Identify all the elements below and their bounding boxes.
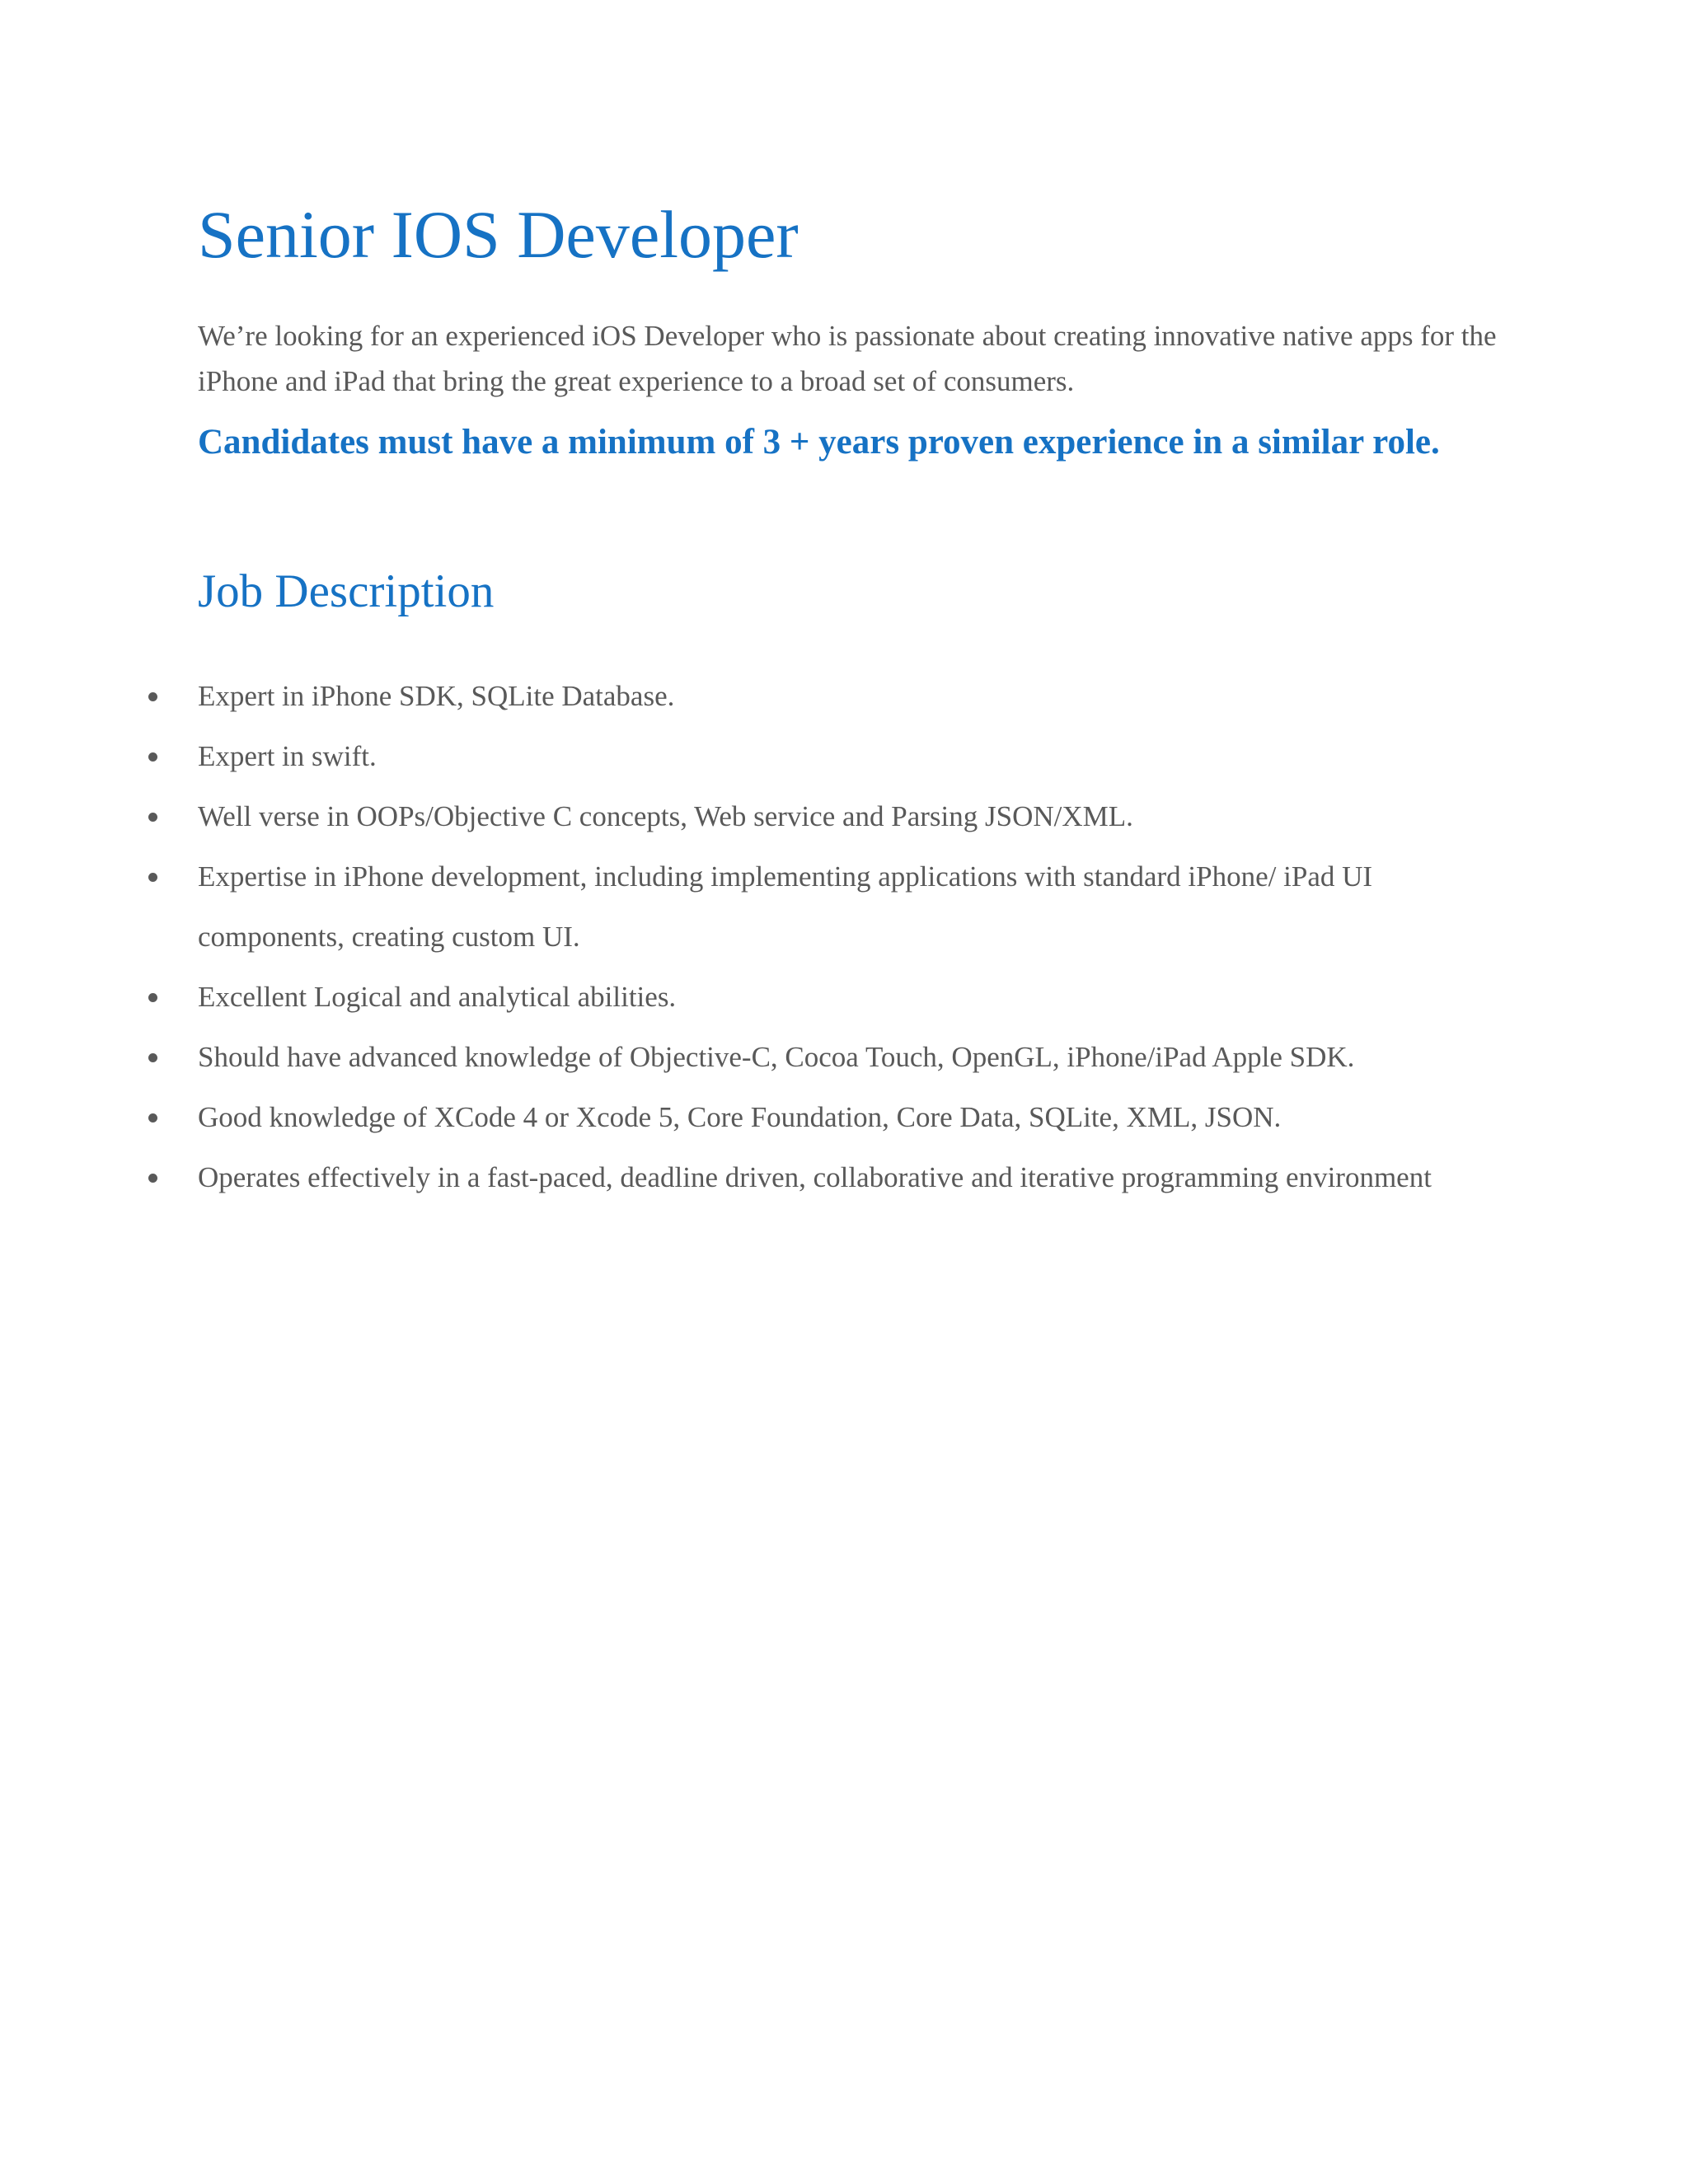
job-description-heading: Job Description xyxy=(198,565,495,617)
bullet-icon xyxy=(148,873,157,882)
list-item xyxy=(198,1087,1500,1147)
list-item-text: Expertise in iPhone development, including implementing applications with standard iPhone/ iPad UI components, creating custom UI. xyxy=(198,860,1373,953)
page-title: Senior IOS Developer xyxy=(198,197,799,272)
bullet-icon xyxy=(148,993,157,1002)
list-item xyxy=(198,726,1500,786)
document-content xyxy=(198,190,1500,1207)
requirement-statement: Candidates must have a minimum of 3 + years proven experience in a similar role. xyxy=(198,423,1440,462)
bullet-icon xyxy=(148,813,157,822)
list-item-text: Well verse in OOPs/Objective C concepts, Web service and Parsing JSON/XML. xyxy=(198,800,1133,832)
bullet-icon xyxy=(148,1113,157,1122)
list-item xyxy=(198,786,1500,846)
bullet-icon xyxy=(148,1053,157,1062)
list-item xyxy=(198,1027,1500,1087)
list-item-text: Excellent Logical and analytical abilities. xyxy=(198,981,677,1013)
list-item-text: Good knowledge of XCode 4 or Xcode 5, Core Foundation, Core Data, SQLite, XML, JSON. xyxy=(198,1101,1282,1133)
list-item xyxy=(198,846,1500,967)
list-item-text: Expert in iPhone SDK, SQLite Database. xyxy=(198,680,675,712)
bullet-icon xyxy=(148,692,157,701)
list-item-text: Should have advanced knowledge of Objective-C, Cocoa Touch, OpenGL, iPhone/iPad Apple SDK. xyxy=(198,1041,1355,1073)
list-item-text: Expert in swift. xyxy=(198,740,377,772)
bullet-icon xyxy=(148,752,157,762)
list-item xyxy=(198,666,1500,726)
list-item xyxy=(198,967,1500,1027)
job-description-list xyxy=(198,666,1500,1207)
list-item xyxy=(198,1147,1500,1207)
list-item-text: Operates effectively in a fast-paced, deadline driven, collaborative and iterative programming environment xyxy=(198,1161,1432,1193)
intro-paragraph: We’re looking for an experienced iOS Developer who is passionate about creating innovative native apps for the iPhone and iPad that bring the great experience to a broad set of consumers. xyxy=(198,320,1497,397)
bullet-icon xyxy=(148,1174,157,1183)
